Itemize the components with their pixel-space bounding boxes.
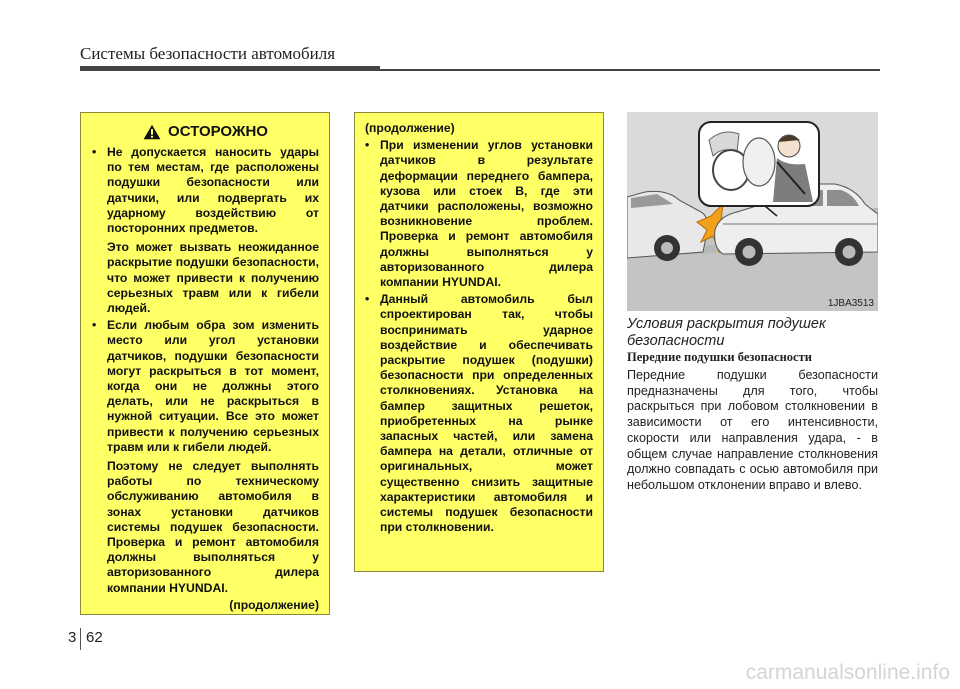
header-rule-thin [380,69,880,71]
continued-label: (продолжение) [365,121,455,135]
bullet-body [107,318,319,596]
warning-mid-bullet-2 [365,292,593,535]
warning-left-bullet-2 [92,318,319,596]
warning-title-text: ОСТОРОЖНО [168,123,268,140]
footer-divider [80,628,81,650]
page-number: 62 [86,629,103,646]
subsection-title: Передние подушки безопасности [627,350,812,364]
body-text: Передние подушки безопасности предназначены для того, чтобы раскрыться при лобовом столкновении в зависимости от его интенсивности, скорости или направления удара, - в общем случае направление столкновения должно совпадать с осью автомобиля при небольшом отклонении вправо и влево. [627,368,878,492]
section-title: Условия раскрытия подушек безопасности [627,316,826,349]
frontal-collision-illustration [627,112,878,311]
bullet-dot: • [92,145,97,159]
bullet-dot: • [365,138,370,153]
warning-title [92,122,319,142]
paragraph: При изменении углов установки датчиков в результате деформации переднего бампера, кузова или стоек B, где эти датчики расположены, возможно возникновение проблем. Проверка и ремонт автомобиля должны выполняться у авторизованного дилера компании HYUNDAI. [380,138,593,290]
paragraph: Поэтому не следует выполнять работы по техническому обслуживанию автомобиля в зонах установки датчиков системы подушек безопасности. Проверка и ремонт автомобиля должны выполняться у авторизованного дилера компании HYUNDAI. [107,459,319,595]
paragraph: Это может вызвать неожиданное раскрытие подушки безопасности, что может привести к получению серьезных травм или к гибели людей. [107,240,319,316]
paragraph: Если любым обра зом изменить место или угол установки датчиков, подушки безопасности могут раскрыться в тот момент, когда они не должны этого делать, или не раскрыться в нужной ситуации. Все это может привести к получению серьезных травм или к гибели людей. [107,318,319,454]
figure-code: 1JBA3513 [827,298,874,309]
chapter-number: 3 [68,629,77,646]
illustration-drawing [627,112,878,311]
warning-box-middle [354,112,604,572]
header-rule-thick [80,66,380,71]
continued-label: (продолжение) [229,597,319,612]
warning-box-left [80,112,330,615]
watermark: carmanualsonline.info [745,661,950,684]
warning-triangle-icon [143,124,161,140]
paragraph: Данный автомобиль был спроектирован так, чтобы воспринимать ударное воздействие и обеспечивать раскрытие подушек (подушки) безопасности при определенных столкновениях. Установка на бампер защитных решеток, приобретенных на рынке запасных частей, или замена бампера на детали, отличные от оригинальных, может существенно снизить защитные характеристики автомобиля и системы подушек безопасности при столкновении. [380,292,593,535]
bullet-dot: • [92,318,97,333]
bullet-body [107,145,319,316]
bullet-dot: • [365,292,370,307]
header-title: Системы безопасности автомобиля [80,44,336,63]
warning-mid-bullet-1 [365,138,593,290]
warning-left-bullet-1 [92,145,319,316]
paragraph: Не допускается наносить удары по тем местам, где расположены подушки безопасности или датчики, или подвергать их ударному воздействию от посторонних предметов. [107,145,319,236]
